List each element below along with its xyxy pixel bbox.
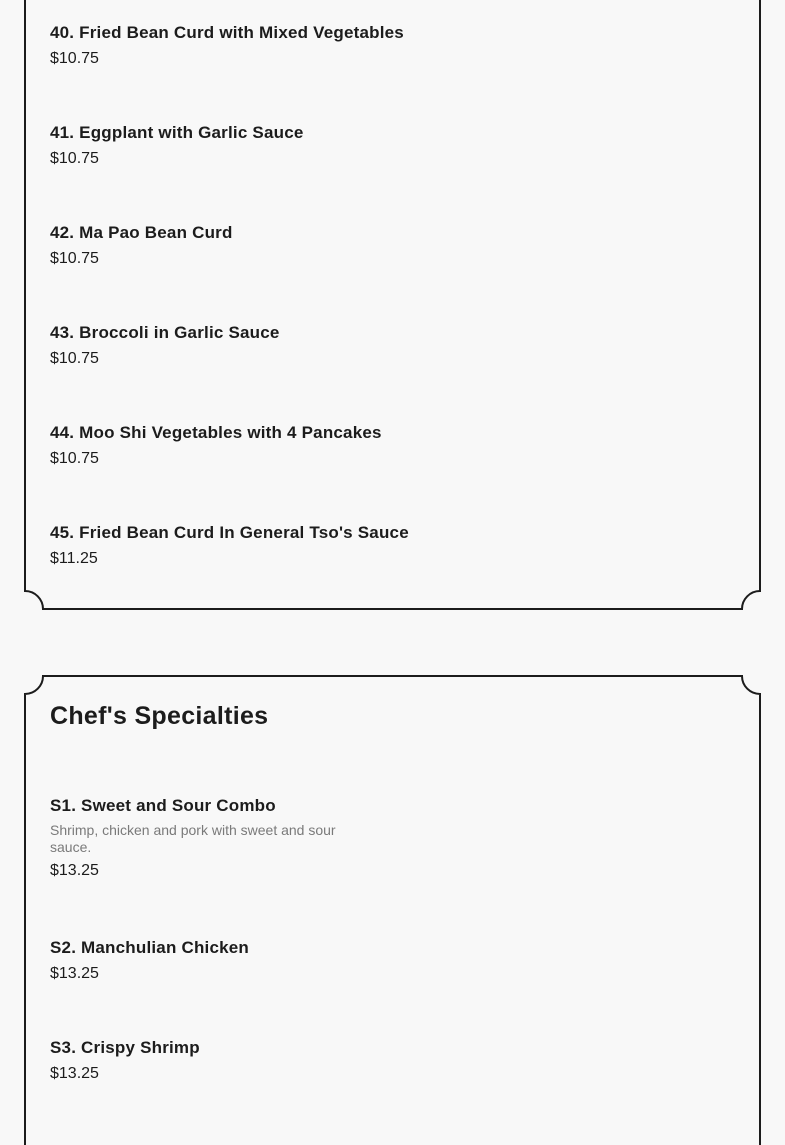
card-frame xyxy=(24,0,761,611)
section-title: Chef's Specialties xyxy=(50,702,269,730)
menu-item-price: $10.75 xyxy=(50,50,99,67)
menu-item[interactable] xyxy=(50,122,370,169)
menu-item-price: $10.75 xyxy=(50,250,99,267)
menu-item-name: 45. Fried Bean Curd In General Tso's Sauce xyxy=(50,523,409,542)
menu-item-price: $11.25 xyxy=(50,550,98,567)
menu-item[interactable] xyxy=(50,222,370,269)
menu-item-name: 44. Moo Shi Vegetables with 4 Pancakes xyxy=(50,423,382,442)
menu-item-name: 42. Ma Pao Bean Curd xyxy=(50,223,233,242)
menu-section-card xyxy=(24,0,761,611)
menu-item-price: $10.75 xyxy=(50,450,99,467)
menu-item-price: $13.25 xyxy=(50,862,99,879)
menu-item[interactable] xyxy=(50,937,370,984)
menu-item-name: 40. Fried Bean Curd with Mixed Vegetables xyxy=(50,23,404,42)
menu-item-price: $10.75 xyxy=(50,150,99,167)
menu-item[interactable] xyxy=(50,795,370,881)
menu-item[interactable] xyxy=(50,522,409,569)
menu-item-name: S1. Sweet and Sour Combo xyxy=(50,796,276,815)
menu-item-name: 43. Broccoli in Garlic Sauce xyxy=(50,323,280,342)
menu-item-name: 41. Eggplant with Garlic Sauce xyxy=(50,123,304,142)
menu-item-price: $10.75 xyxy=(50,350,99,367)
menu-item[interactable] xyxy=(50,22,404,69)
menu-item[interactable] xyxy=(50,1037,370,1084)
menu-section-card xyxy=(24,675,761,1145)
menu-item-name: S2. Manchulian Chicken xyxy=(50,938,250,957)
menu-item-description: Shrimp, chicken and pork with sweet and sour sauce. xyxy=(50,822,336,855)
menu-item-name: S3. Crispy Shrimp xyxy=(50,1038,200,1057)
menu-item[interactable] xyxy=(50,322,370,369)
menu-item[interactable] xyxy=(50,422,382,469)
menu-item-price: $13.25 xyxy=(50,965,99,982)
menu-item-price: $13.25 xyxy=(50,1065,99,1082)
